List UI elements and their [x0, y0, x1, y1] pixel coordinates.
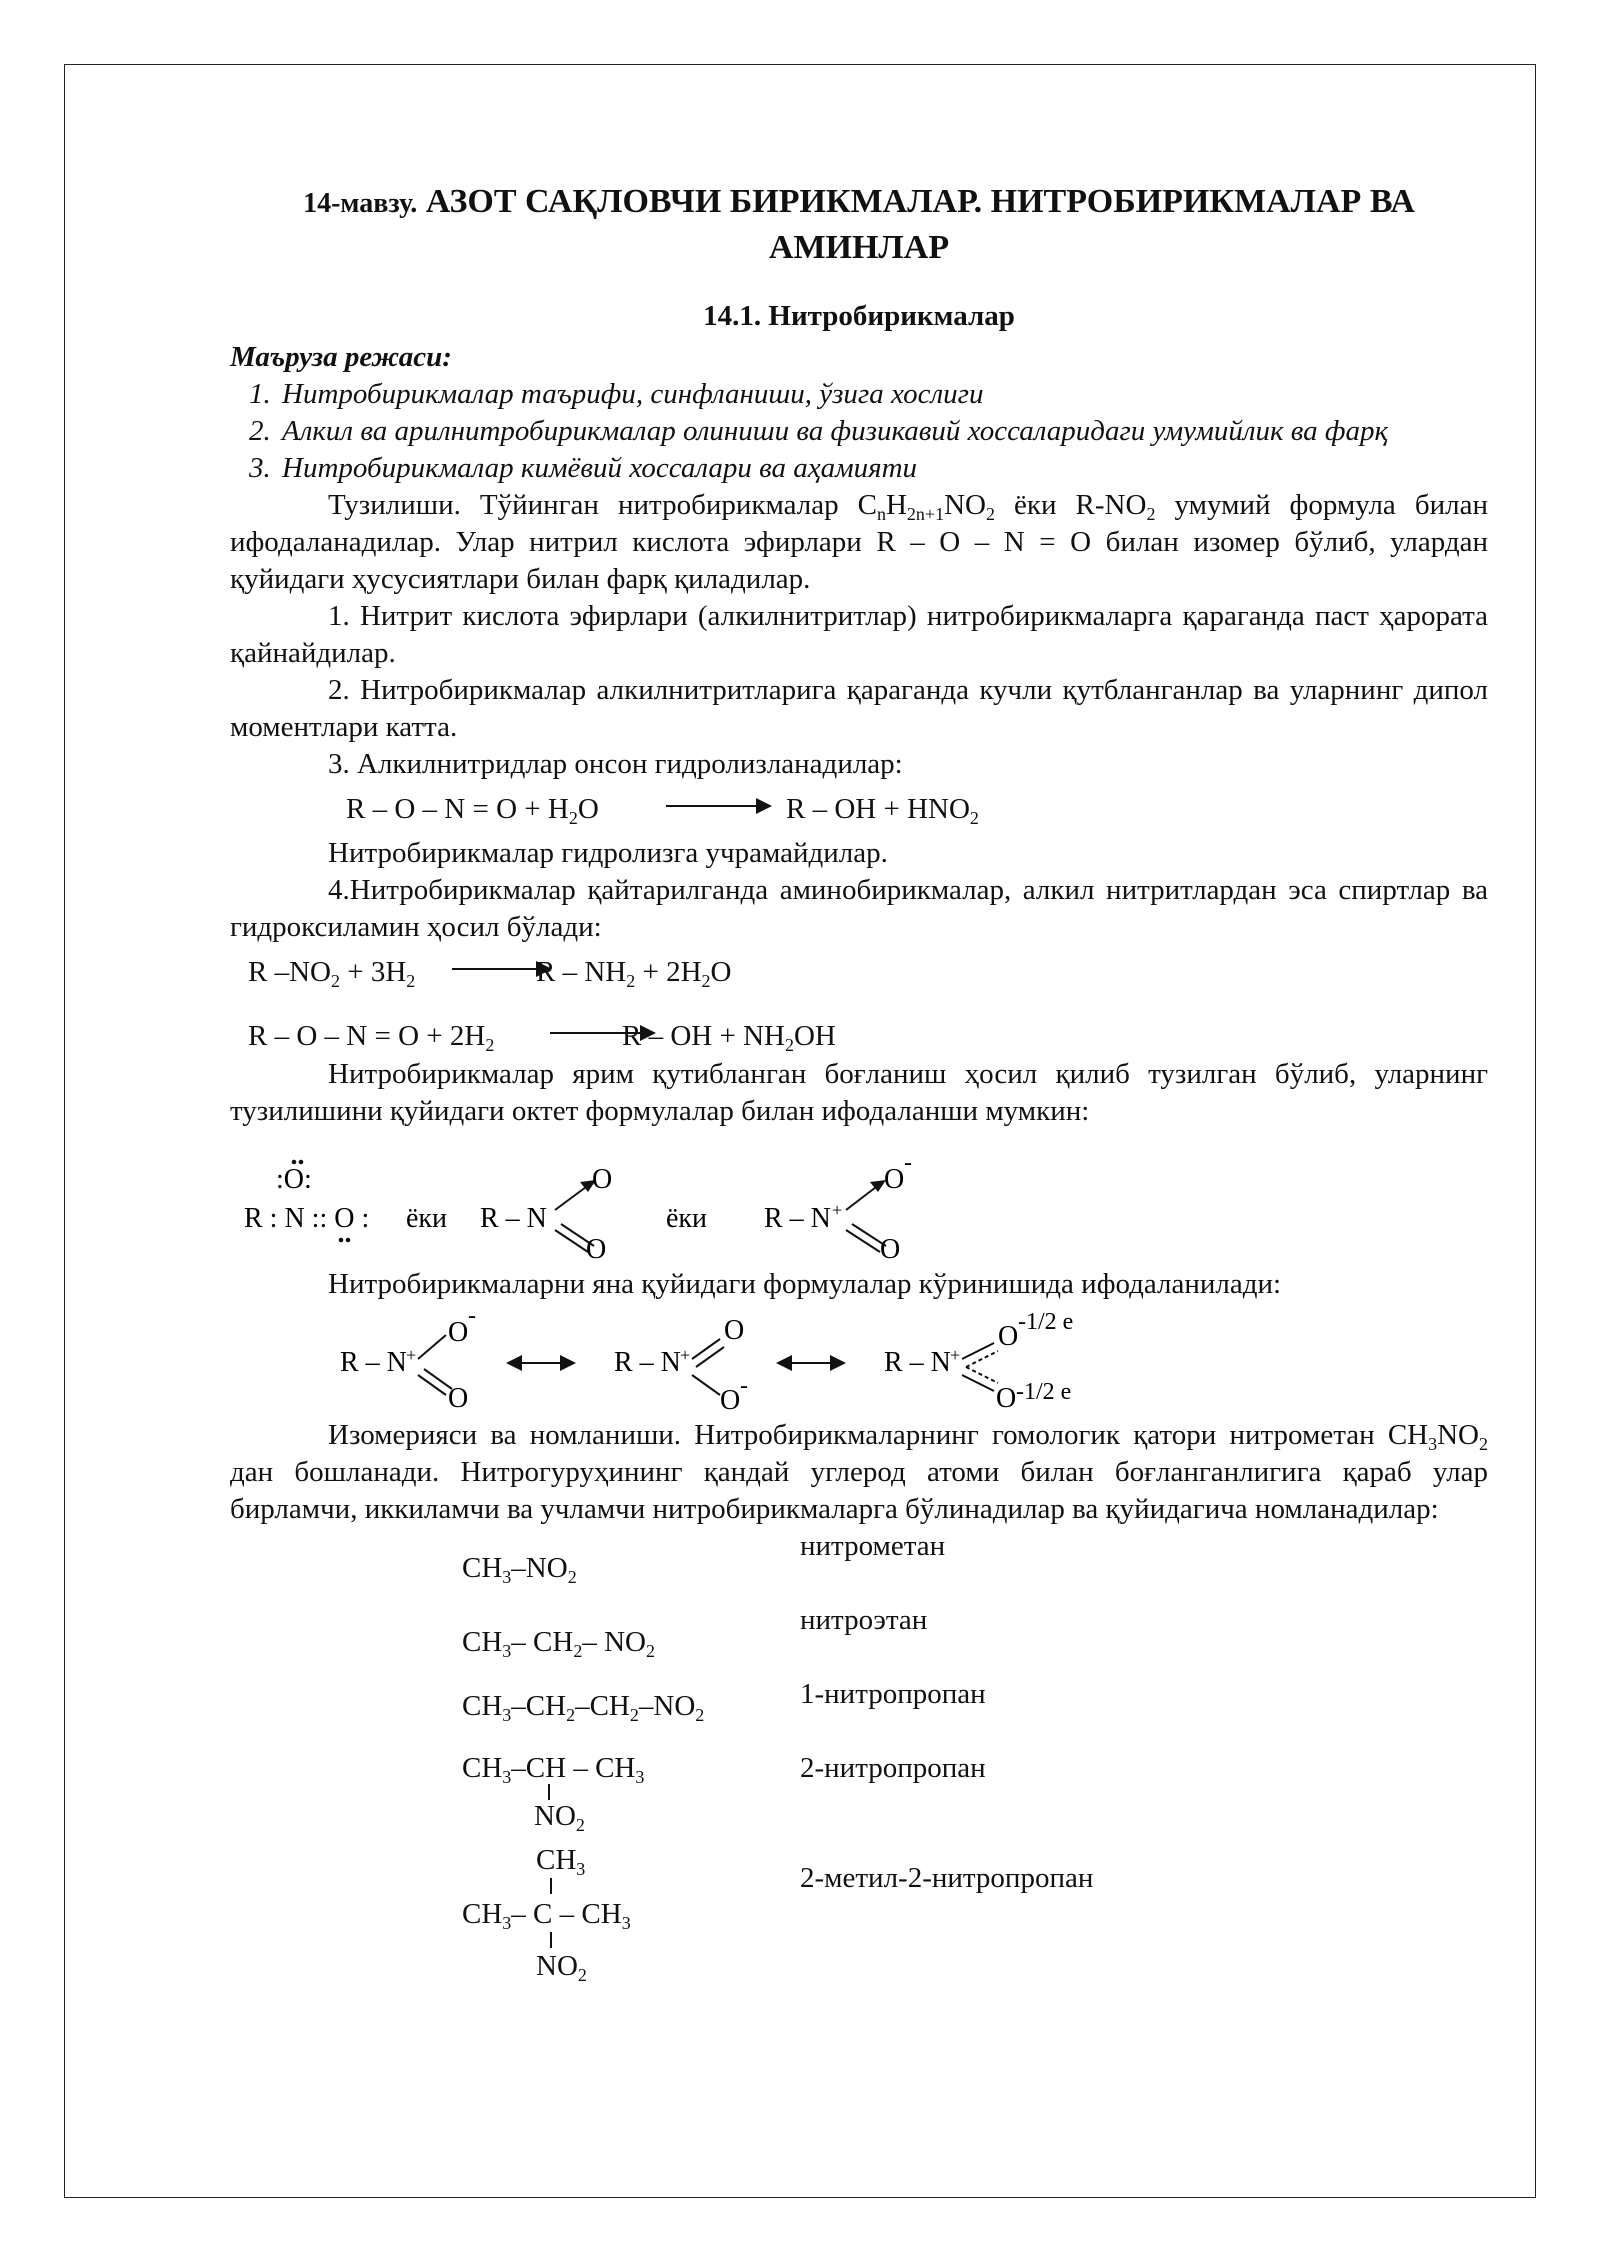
title-line1: АЗОТ САҚЛОВЧИ БИРИКМАЛАР. НИТРОБИРИКМАЛАР ВА [425, 183, 1415, 220]
compound-name: 2-метил-2-нитропропан [800, 1862, 1094, 1894]
o-label: O [880, 1234, 901, 1260]
eq1-right: R – OH + $HNO_2$ [786, 793, 979, 828]
lewis-main: R : N :: O : [244, 1203, 370, 1234]
compound-list [230, 1528, 1488, 2088]
minus-sign: - [904, 1150, 912, 1176]
eq3-left: $R - O - N = O + 2H_2$ [248, 1020, 495, 1055]
document-body [230, 180, 1488, 2088]
r-n-label: R – N [480, 1203, 547, 1234]
paragraph-forms: Нитробирикмаларни яна қуйидаги формулалар кўринишида ифодаланилади: [328, 1268, 1282, 1300]
paragraph-octet: Нитробирикмалар ярим қутибланган боғланиш ҳосил қилиб тузилган бўлиб, уларнинг тузилишини қуйидаги октет формулалар билан ифодаланши мумкин: [230, 1058, 1488, 1127]
paragraph-point-1: 1. Нитрит кислота эфирлари (алкилнитритлар) нитробирикмаларга қараганда паст ҳарората қайнайдилар. [230, 600, 1488, 669]
equation-hydrolysis [230, 783, 1488, 835]
plus-sign: + [680, 1345, 691, 1365]
plan-list [230, 376, 1488, 487]
o-label: O [720, 1385, 741, 1413]
paragraph-structure: Тузилиши. Тўйинган нитробирикмалар $C_nH_{2n+1}NO_2$ ёки $R-NO_2$ умумий формула билан ифодаланадилар. Улар нитрил кислота эфирлари R – O – N = O билан изомер бўлиб, улардан қуйидаги ҳусусиятлари билан фарқ қиладилар. [230, 489, 1488, 595]
resonance-formulas-svg [230, 1303, 1488, 1413]
minus-sign: - [468, 1303, 476, 1329]
o-label: O [448, 1317, 469, 1348]
formula-2-nitropropane: $CH_3-CH - CH_3$ [462, 1752, 645, 1787]
equation-reduction-nitro [230, 946, 1488, 998]
paragraph-point-3: 3. Алкилнитридлар онсон гидролизланадилар: [328, 748, 903, 780]
plus-sign: + [950, 1345, 961, 1365]
plan-heading: Маъруза режаси: [230, 341, 452, 373]
o-label: O [586, 1234, 607, 1260]
formula-2-nitropropane-no2: $NO_2$ [534, 1800, 585, 1835]
double-arrow-icon [506, 1355, 522, 1371]
o-label: O [724, 1315, 745, 1346]
half-charge-label: -1/2 e [1016, 1379, 1072, 1405]
double-arrow-icon [560, 1355, 576, 1371]
bond-line [550, 1878, 552, 1894]
plus-sign: + [832, 1200, 843, 1220]
r-n-label: R – N [884, 1347, 951, 1378]
equation-reduction-nitrite [230, 998, 1488, 1056]
r-n-label: R – N [614, 1347, 681, 1378]
title-line2: АМИНЛАР [768, 229, 950, 266]
eq1-left: $R - O - N = O + H_2O$ [346, 793, 599, 828]
or-word: ёки [666, 1203, 708, 1234]
paragraph-no-hydrolysis: Нитробирикмалар гидролизга учрамайдилар. [328, 837, 888, 869]
eq2-right: $R - NH_2 + 2H_2O$ [536, 956, 732, 991]
o-label: O [592, 1164, 613, 1195]
page-title [230, 180, 1488, 270]
lewis-o-top: :O: [276, 1164, 312, 1195]
compound-name: нитрометан [800, 1530, 946, 1562]
eq3-right: R – OH + $NH_2OH$ [622, 1020, 836, 1055]
paragraph-point-4: 4.Нитробирикмалар қайтарилганда аминобирикмалар, алкил нитритлардан эса спиртлар ва гидроксиламин ҳосил бўлади: [230, 874, 1488, 943]
compound-name: 2-нитропропан [800, 1752, 986, 1784]
formula-nitroethane: $CH_3-$ $CH_2-$ $NO_2$ [462, 1626, 655, 1661]
double-arrow-icon [830, 1355, 846, 1371]
octet-formulas [230, 1130, 1488, 1260]
o-label: O [996, 1383, 1017, 1413]
reaction-arrow-icon [666, 805, 770, 807]
o-minus-label: O [884, 1164, 905, 1195]
formula-methyl-no2: $NO_2$ [536, 1950, 587, 1985]
plan-item: 2. Алкил ва арилнитробирикмалар олиниши ва физикавий хоссаларидаги умумийлик ва фарқ [278, 413, 1488, 450]
formula-1-nitropropane: $CH_3-CH_2-CH_2-NO_2$ [462, 1690, 705, 1725]
title-prefix: 14-мавзу. [303, 188, 418, 219]
minus-sign: - [740, 1373, 748, 1399]
section-title: 14.1. Нитробирикмалар [703, 300, 1015, 332]
half-charge-label: -1/2 e [1018, 1309, 1074, 1335]
compound-name: 1-нитропропан [800, 1678, 986, 1710]
r-n-label: R – N [340, 1347, 407, 1378]
formula-nitromethane: $CH_3-NO_2$ [462, 1552, 577, 1587]
o-label: O [998, 1321, 1019, 1352]
formula-methyl-top: $CH_3$ [536, 1844, 586, 1879]
formula-2-methyl-2-nitropropane: $CH_3-$ C – $CH_3$ [462, 1898, 631, 1933]
plus-sign: + [406, 1345, 417, 1365]
eq2-left: R $-NO_2 + 3H_2$ [248, 956, 416, 991]
resonance-formulas [230, 1303, 1488, 1413]
r-nplus-label: R – N [764, 1203, 831, 1234]
paragraph-isomerism: Изомерияси ва номланиши. Нитробирикмаларнинг гомологик қатори нитрометан $CH_3NO_2$ дан бошланади. Нитрогуруҳининг қандай углерод атоми билан боғланганлигига қараб улар бирламчи, иккиламчи ва учламчи нитробирикмаларга бўлинадилар ва қуйидагича номланадилар: [230, 1419, 1488, 1525]
bond-line [550, 1932, 552, 1948]
plan-item: 3. Нитробирикмалар кимёвий хоссалари ва аҳамияти [278, 450, 1488, 487]
or-word: ёки [406, 1203, 448, 1234]
o-label: O [448, 1383, 469, 1413]
plan-item: 1. Нитробирикмалар таърифи, синфланиши, ўзига хослиги [278, 376, 1488, 413]
compound-name: нитроэтан [800, 1604, 928, 1636]
octet-formulas-svg [230, 1130, 1488, 1260]
paragraph-point-2: 2. Нитробирикмалар алкилнитритларига қараганда кучли қутбланганлар ва уларнинг дипол моментлари катта. [230, 674, 1488, 743]
double-arrow-icon [776, 1355, 792, 1371]
